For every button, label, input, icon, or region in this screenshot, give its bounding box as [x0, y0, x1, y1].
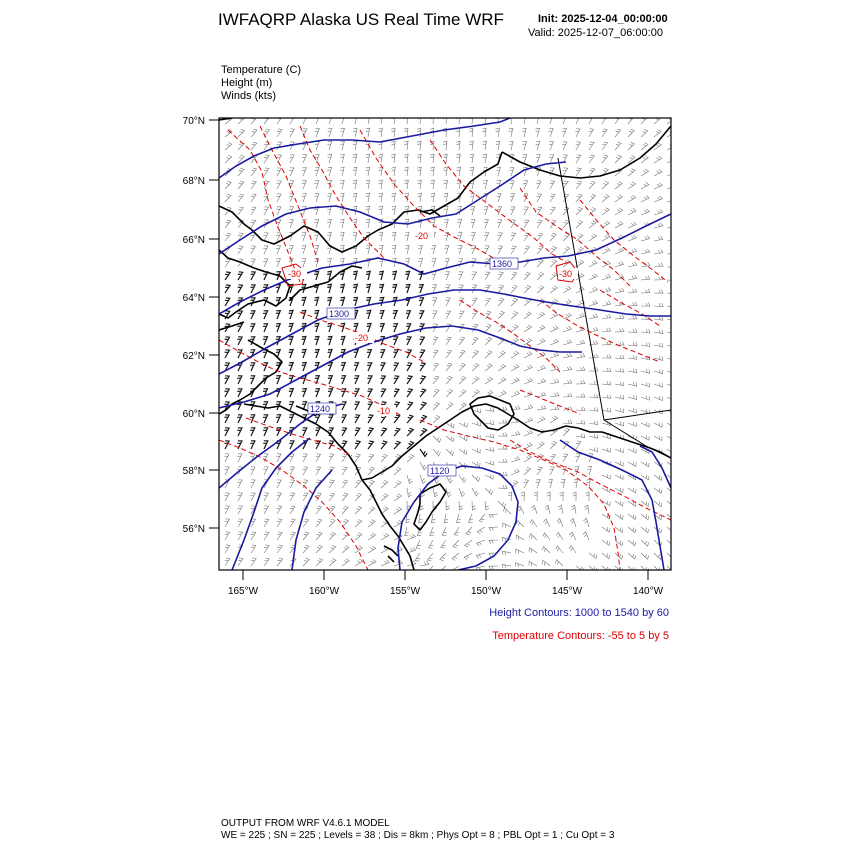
lon-label: 140°W — [632, 586, 664, 597]
lon-label: 165°W — [227, 586, 259, 597]
valid-time: Valid: 2025-12-07_06:00:00 — [528, 27, 663, 39]
temperature-contour-label: -20 — [415, 231, 429, 241]
model-config: WE = 225 ; SN = 225 ; Levels = 38 ; Dis = 8km ; Phys Opt = 8 ; PBL Opt = 1 ; Cu Opt = 3 — [221, 830, 615, 841]
lon-labels — [228, 586, 664, 597]
lat-label: 64°N — [182, 293, 205, 304]
lat-ticks — [209, 120, 219, 528]
lat-label: 58°N — [182, 466, 205, 477]
lon-ticks — [243, 570, 648, 580]
temperature-field-label: Temperature (C) — [221, 64, 302, 76]
temperature-contour-label: -10 — [377, 406, 391, 416]
height-field-label: Height (m) — [221, 77, 273, 89]
height-contour-label: 1120 — [430, 466, 450, 476]
lat-label: 66°N — [182, 235, 205, 246]
lat-label: 60°N — [182, 409, 205, 420]
temperature-contour-label: -20 — [355, 333, 369, 343]
lon-label: 145°W — [551, 586, 583, 597]
winds-field-label: Winds (kts) — [221, 90, 276, 102]
map-background — [219, 118, 671, 570]
lat-label: 56°N — [182, 524, 205, 535]
init-time: Init: 2025-12-04_00:00:00 — [538, 13, 668, 25]
height-contour-label: 1300 — [329, 309, 350, 319]
lon-label: 160°W — [308, 586, 340, 597]
lon-label: 150°W — [470, 586, 502, 597]
lon-label: 155°W — [389, 586, 421, 597]
lat-label: 68°N — [182, 176, 205, 187]
temperature-contour-label: -30 — [288, 269, 302, 279]
height-contours-note: Height Contours: 1000 to 1540 by 60 — [489, 607, 669, 619]
height-contour-label: 1360 — [492, 259, 513, 269]
lat-labels — [183, 116, 205, 535]
temperature-contours-note: Temperature Contours: -55 to 5 by 5 — [492, 630, 669, 642]
map-title: IWFAQRP Alaska US Real Time WRF — [218, 10, 504, 29]
lat-label: 70°N — [182, 116, 205, 127]
height-contour-label: 1240 — [310, 404, 331, 414]
temperature-contour-label: -30 — [559, 269, 573, 279]
lat-label: 62°N — [182, 351, 205, 362]
model-info: OUTPUT FROM WRF V4.6.1 MODEL — [221, 818, 390, 829]
